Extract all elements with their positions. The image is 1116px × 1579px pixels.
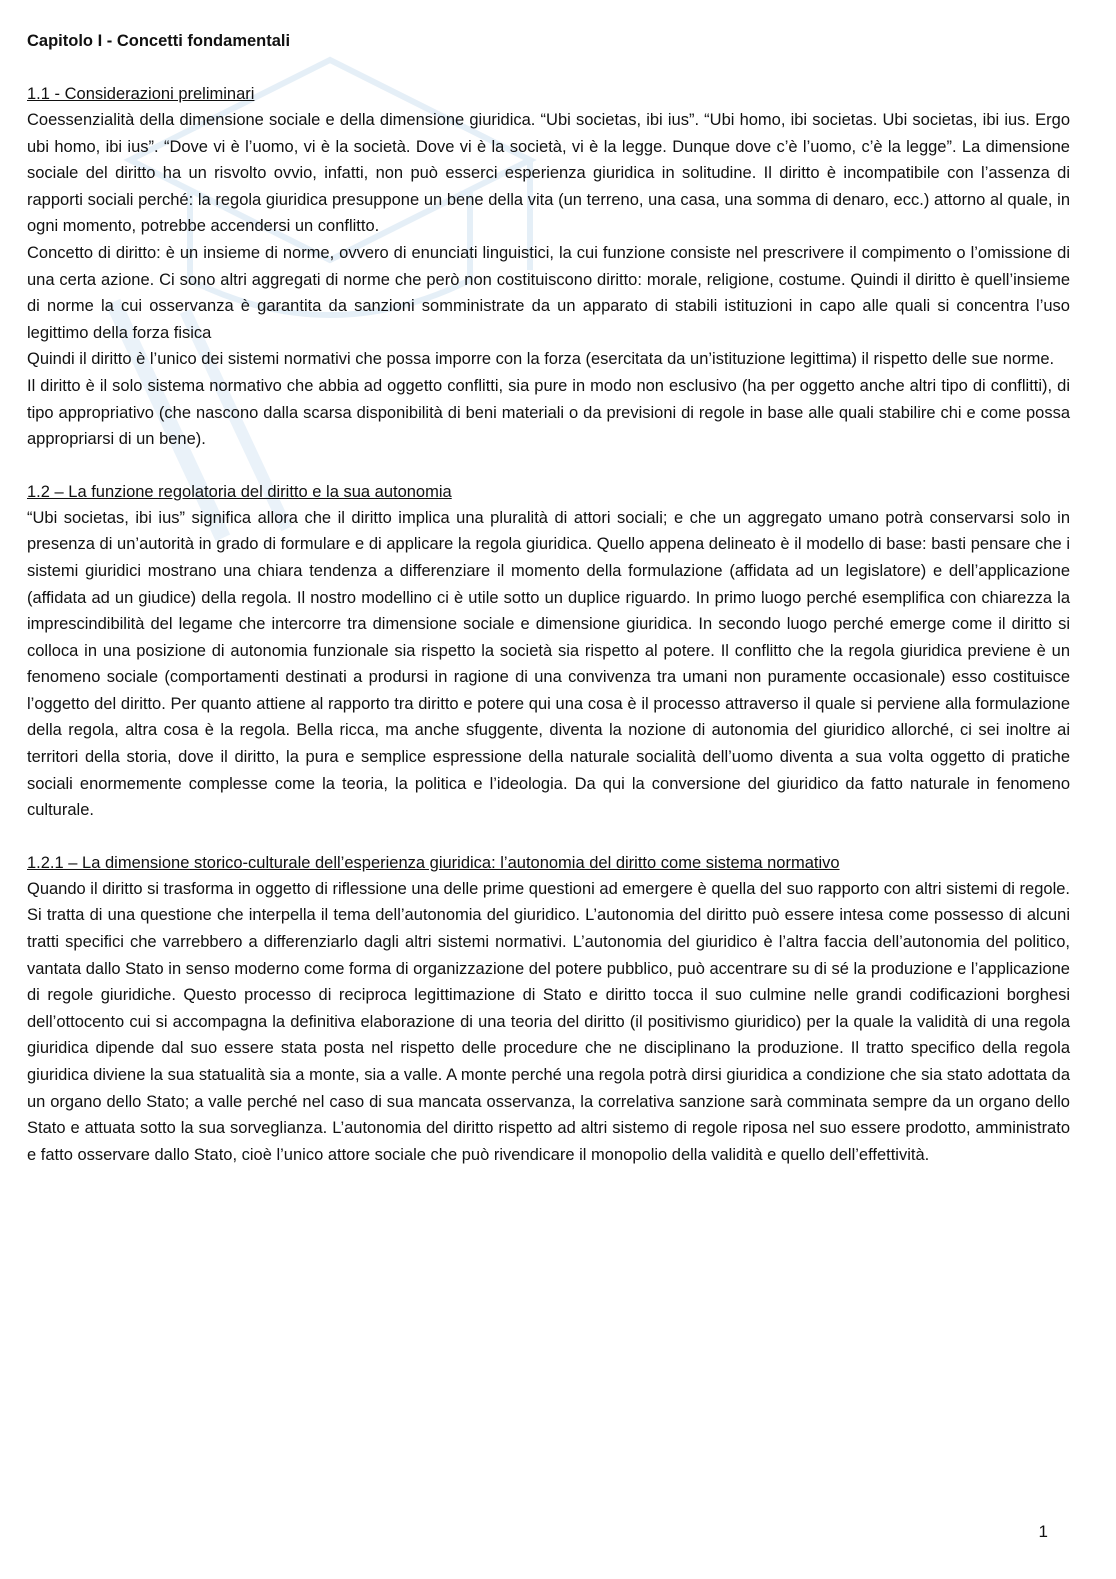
section-title: 1.2 – La funzione regolatoria del diritto e la sua autonomia <box>27 482 452 501</box>
paragraph: Concetto di diritto: è un insieme di norme, ovvero di enunciati linguistici, la cui funzione consiste nel prescrivere il compimento o l’omissione di una certa azione. Ci sono altri aggregati di norme che però non costituiscono diritto: morale, religione, costume. Quindi il diritto è quell’insieme di norme la cui osservanza è garantita da sanzioni somministrate da un apparato di stabili istituzioni in capo alle quali si concentra l’uso legittimo della forza fisica <box>27 243 1070 342</box>
chapter-title: Capitolo I - Concetti fondamentali <box>27 32 291 50</box>
paragraph: Quando il diritto si trasforma in oggetto di riflessione una delle prime questioni ad emergere è quella del suo rapporto con altri sistemi di regole. Si tratta di una questione che interpella il tema dell’autonomia del giuridico. L’autonomia del diritto può essere intesa come possesso di alcuni tratti specifici che varrebbero a differenziarlo dagli altri sistemi normativi. L’autonomia del giuridico è l’altra faccia dell’autonomia del politico, vantata dallo Stato in senso moderno come forma di organizzazione del potere pubblico, può accentrare su di sé la produzione e l’applicazione di regole giuridiche. Questo processo di reciproca legittimazione di Stato e diritto tocca il suo culmine nelle grandi codificazioni borghesi dell’ottocento cui si accompagna la definitiva elaborazione di una teoria del diritto (il positivismo giuridico) per la quale la validità di una regola giuridica dipende dal suo essere stata posta nel rispetto delle procedure che ne disciplinano la produzione. Il tratto specifico della regola giuridica diviene la sua statualità sia a monte, sia a valle. A monte perché una regola potrà dirsi giuridica a condizione che sia stato adottata da un organo dello Stato; a valle perché nel caso di sua mancata osservanza, la correlativa sanzione sarà comminata sempre da un organo dello Stato e attuata sotto la sua sorveglianza. L’autonomia del diritto rispetto ad altri sistemo di regole riposa nel suo essere prodotto, amministrato e fatto osservare dallo Stato, cioè l’unico attore sociale che può rivendicare il monopolio della validità e quello dell’effettività. <box>27 879 1070 1164</box>
section-title: 1.1 - Considerazioni preliminari <box>27 85 255 103</box>
section-1-2 <box>27 479 1070 824</box>
paragraph: “Ubi societas, ibi ius” significa allora che il diritto implica una pluralità di attori sociali; e che un aggregato umano potrà conservarsi solo in presenza di un’autorità in grado di formulare e di applicare la regola giuridica. Quello appena delineato è il modello di base: basti pensare che i sistemi giuridici mostrano una chiara tendenza a differenziare il momento della formulazione (affidata ad un legislatore) e dell’applicazione (affidata ad un giudice) della regola. Il nostro modellino ci è utile sotto un duplice riguardo. In primo luogo perché esemplifica con chiarezza la imprescindibilità del legame che intercorre tra dimensione sociale e dimensione giuridica. In secondo luogo perché emerge come il diritto si colloca in una posizione di autonomia funzionale sia rispetto la società sia rispetto al potere. Il conflitto che la regola giuridica previene è un fenomeno sociale (comportamenti destinati a prodursi in ragione di una convivenza tra umani non puramente occasionale) esso costituisce l’oggetto del diritto. Per quanto attiene al rapporto tra diritto e potere qui una cosa è il processo attraverso il quale si perviene alla formulazione della regola, altra cosa è la regola. Bella ricca, ma anche sfuggente, diventa la nozione di autonomia del giuridico allorché, ci sei inoltre ai territori della storia, dove il diritto, la pura e semplice espressione della naturale socialità dell’uomo diventa a sua volta oggetto di pratiche sociali enormemente complesse come la teoria, la politica e l’ideologia. Da qui la conversione del giuridico da fatto naturale in fenomeno culturale. <box>27 508 1070 820</box>
section-title: 1.2.1 – La dimensione storico-culturale dell’esperienza giuridica: l’autonomia del diritto come sistema normativo <box>27 853 840 872</box>
document-page <box>27 28 1070 1194</box>
section-1-1 <box>27 81 1070 453</box>
page-number: 1 <box>1038 1522 1048 1541</box>
paragraph: Quindi il diritto è l’unico dei sistemi normativi che possa imporre con la forza (esercitata da un’istituzione legittima) il rispetto delle sue norme. <box>27 350 1055 369</box>
paragraph: Coessenzialità della dimensione sociale e della dimensione giuridica. “Ubi societas, ibi ius”. “Ubi homo, ibi societas. Ubi societas, ibi ius. Ergo ubi homo, ibi ius”. “Dove vi è l’uomo, vi è la società. Dove vi è la società, vi è la legge. Dunque dove c’è l’uomo, c’è la legge”. La dimensione sociale del diritto ha un risvolto ovvio, infatti, non può esserci esperienza giuridica in solitudine. Il diritto è incompatibile con l’assenza di rapporti sociali perché: la regola giuridica presuppone un bene della vita (un terreno, una casa, una somma di denaro, ecc.) attorno al quale, in ogni momento, potrebbe accendersi un conflitto. <box>27 111 1070 236</box>
paragraph: Il diritto è il solo sistema normativo che abbia ad oggetto conflitti, sia pure in modo non esclusivo (ha per oggetto anche altri tipo di conflitti), di tipo appropriativo (che nascono dalla scarsa disponibilità di beni materiali o da previsioni di regole in base alle quali stabilire chi e come possa appropriarsi di un bene). <box>27 376 1070 449</box>
section-1-2-1 <box>27 850 1070 1169</box>
